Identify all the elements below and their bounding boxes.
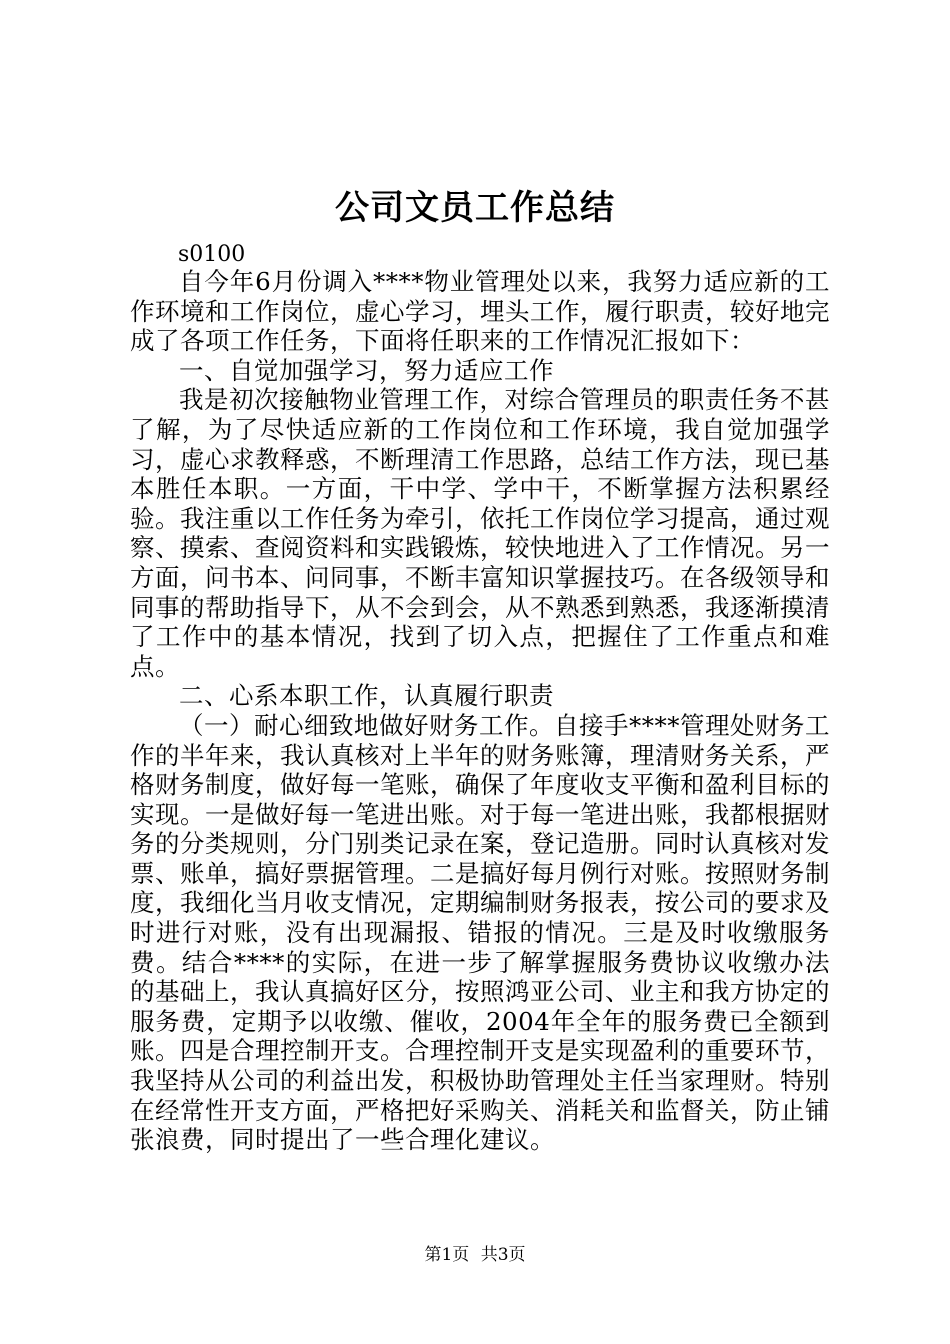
document-body — [130, 267, 830, 1155]
section-1-paragraph: 我是初次接触物业管理工作，对综合管理员的职责任务不甚了解，为了尽快适应新的工作岗位和工作环境，我自觉加强学习，虚心求教释惑，不断理清工作思路，总结工作方法，现已基本胜任本职。一方面，干中学、学中干，不断掌握方法积累经验。我注重以工作任务为牵引，依托工作岗位学习提高，通过观察、摸索、查阅资料和实践锻炼，较快地进入了工作情况。另一方面，问书本、问同事，不断丰富知识掌握技巧。在各级领导和同事的帮助指导下，从不会到会，从不熟悉到熟悉，我逐渐摸清了工作中的基本情况，找到了切入点，把握住了工作重点和难点。 — [130, 385, 830, 681]
document-title: 公司文员工作总结 — [335, 188, 615, 228]
document-code: s0100 — [178, 242, 246, 267]
page-number-footer: 第1页 共3页 — [424, 1245, 526, 1265]
section-heading-2: 二、心系本职工作，认真履行职责 — [179, 681, 554, 711]
section-heading-1: 一、自觉加强学习，努力适应工作 — [179, 355, 554, 385]
intro-paragraph: 自今年6月份调入****物业管理处以来，我努力适应新的工作环境和工作岗位，虚心学习，埋头工作，履行职责，较好地完成了各项工作任务，下面将任职来的工作情况汇报如下： — [130, 267, 830, 356]
section-2-paragraph: （一）耐心细致地做好财务工作。自接手****管理处财务工作的半年来，我认真核对上半年的财务账簿，理清财务关系，严格财务制度，做好每一笔账，确保了年度收支平衡和盈利目标的实现。一是做好每一笔进出账。对于每一笔进出账，我都根据财务的分类规则，分门别类记录在案，登记造册。同时认真核对发票、账单，搞好票据管理。二是搞好每月例行对账。按照财务制度，我细化当月收支情况，定期编制财务报表，按公司的要求及时进行对账，没有出现漏报、错报的情况。三是及时收缴服务费。结合****的实际，在进一步了解掌握服务费协议收缴办法的基础上，我认真搞好区分，按照鸿亚公司、业主和我方协定的服务费，定期予以收缴、催收，2004年全年的服务费已全额到账。四是合理控制开支。合理控制开支是实现盈利的重要环节，我坚持从公司的利益出发，积极协助管理处主任当家理财。特别在经常性开支方面，严格把好采购关、消耗关和监督关，防止铺张浪费，同时提出了一些合理化建议。 — [130, 710, 830, 1155]
